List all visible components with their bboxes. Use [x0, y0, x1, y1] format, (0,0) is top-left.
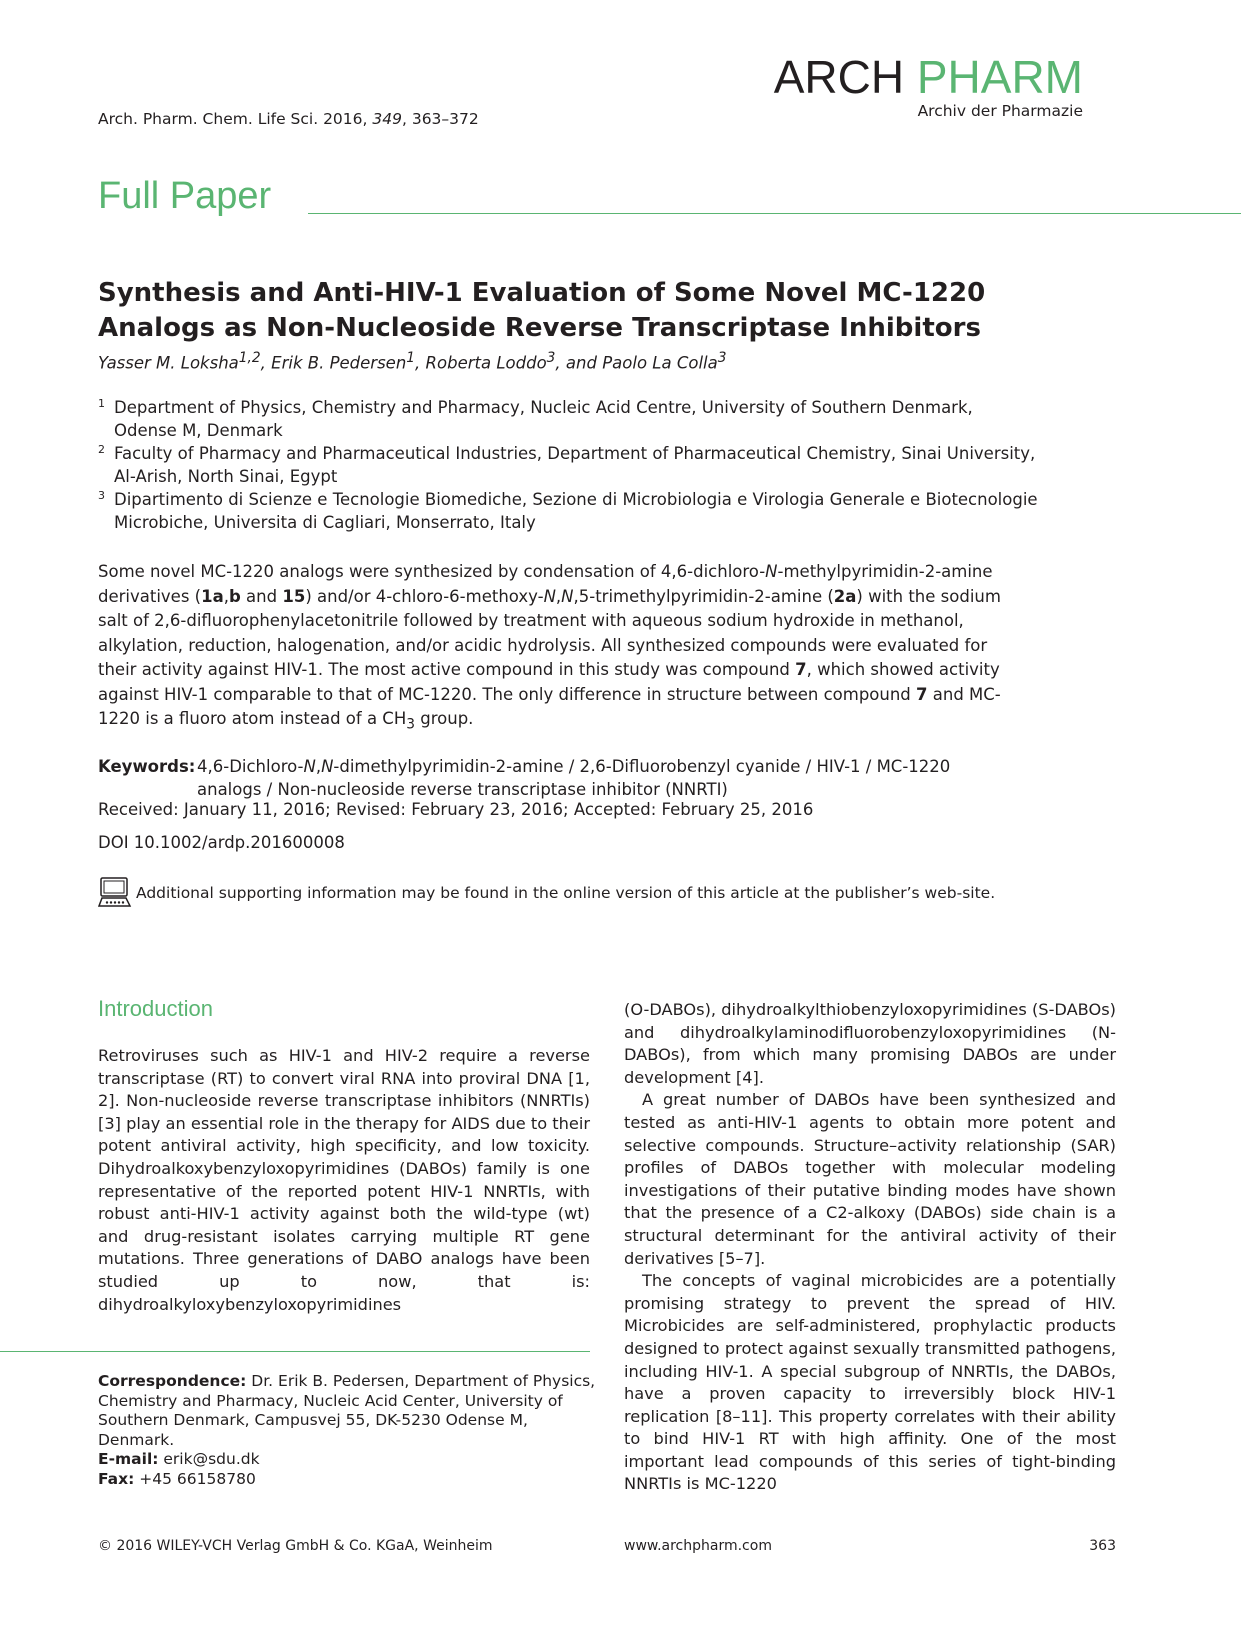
supporting-info [98, 876, 995, 910]
paragraph: (O-DABOs), dihydroalkylthiobenzyloxopyrimidines (S-DABOs) and dihydroalkylaminodifluorobenzyloxopyrimidines (N-DABOs), from which many promising DABOs are under development [4]. [624, 1000, 1116, 1087]
logo-subtitle: Archiv der Pharmazie [917, 102, 1083, 120]
author: Roberta Loddo [425, 353, 547, 373]
intro-column-right [624, 999, 1116, 1496]
journal-reference [98, 110, 479, 128]
paper-title [98, 276, 1078, 346]
journal-ref-text: Arch. Pharm. Chem. Life Sci. 2016, [98, 110, 373, 128]
author: Yasser M. Loksha [98, 353, 239, 373]
journal-pages: , 363–372 [401, 110, 479, 128]
logo-pharm: PHARM [916, 51, 1083, 103]
intro-column-left [98, 1045, 590, 1316]
logo-arch: ARCH [773, 51, 905, 103]
journal-volume: 349 [372, 110, 402, 128]
footer-url[interactable]: www.archpharm.com [624, 1538, 772, 1554]
title-line-2: Analogs as Non-Nucleoside Reverse Transcriptase Inhibitors [98, 313, 981, 343]
computer-icon [98, 876, 132, 910]
affiliation-item: 3 Dipartimento di Scienze e Tecnologie Biomediche, Sezione di Microbiologia e Virologia Generale e Biotecnologie Microbiche, Universita di Cagliari, Monserrato, Italy [98, 489, 1038, 532]
abstract: Some novel MC-1220 analogs were synthesized by condensation of 4,6-dichloro-N-methylpyrimidin-2-amine derivatives (1a,b and 15) and/or 4-chloro-6-methoxy-N,N,5-trimethylpyrimidin-2-amine (2a) with the sodium salt of 2,6-difluorophenylacetonitrile followed by treatment with aqueous sodium hydroxide in methanol, alkylation, reduction, halogenation, and/or acidic hydrolysis. All synthesized compounds were evaluated for their activity against HIV-1. The most active compound in this study was compound 7, which showed activity against HIV-1 comparable to that of MC-1220. The only difference in structure between compound 7 and MC-1220 is a fluoro atom instead of a $CH_3$ group. [98, 562, 1001, 733]
keywords [98, 755, 1013, 801]
footer-copyright: © 2016 WILEY-VCH Verlag GmbH & Co. KGaA, Weinheim [98, 1538, 493, 1554]
affiliations [98, 396, 1038, 534]
received-dates: Received: January 11, 2016; Revised: February 23, 2016; Accepted: February 25, 2016 [98, 800, 814, 819]
author-list: Yasser M. Loksha$^{1,2}$, Erik B. Pedersen$^1$, Roberta Loddo$^3$, and Paolo La Colla$^3$ [98, 350, 727, 373]
keywords-label: Keywords: [98, 757, 196, 776]
section-label: Full Paper [98, 175, 272, 217]
author-affil: 3 [546, 350, 556, 366]
correspondence-rule [0, 1351, 590, 1352]
author-affil: 1,2 [238, 350, 261, 366]
paragraph: The concepts of vaginal microbicides are a potentially promising strategy to prevent the spread of HIV. Microbicides are self-administered, prophylactic products designed to protect against sexually transmitted pathogens, including HIV-1. A special subgroup of NNRTIs, the DABOs, have a proven capacity to irreversibly block HIV-1 replication [8–11]. This property correlates with their ability to bind HIV-1 RT with high affinity. One of the most important lead compounds of this series of tight-binding NNRTIs is MC-1220 [624, 1271, 1116, 1494]
journal-logo [773, 51, 1083, 120]
author: Erik B. Pedersen [271, 353, 407, 373]
affiliation-item: 1 Department of Physics, Chemistry and Pharmacy, Nucleic Acid Centre, University of Southern Denmark, Odense M, Denmark [98, 397, 973, 440]
author-affil: 3 [717, 350, 727, 366]
section-rule [308, 213, 1241, 214]
paragraph: A great number of DABOs have been synthesized and tested as anti-HIV-1 agents to obtain more potent and selective compounds. Structure–activity relationship (SAR) profiles of DABOs together with molecular modeling investigations of their putative binding modes have shown that the presence of a C2-alkoxy (DABOs) side chain is a structural determinant for the antiviral activity of their derivatives [5–7]. [624, 1090, 1116, 1268]
email-link[interactable]: erik@sdu.dk [158, 1450, 260, 1468]
supporting-info-text: Additional supporting information may be found in the online version of this article at the publisher’s web-site. [136, 884, 996, 902]
affiliation-item: 2 Faculty of Pharmacy and Pharmaceutical Industries, Department of Pharmaceutical Chemistry, Sinai University, Al-Arish, North Sinai, Egypt [98, 443, 1036, 486]
keywords-text: 4,6-Dichloro-N,N-dimethylpyrimidin-2-amine / 2,6-Difluorobenzyl cyanide / HIV-1 / MC-1220 analogs / Non-nucleoside reverse transcriptase inhibitor (NNRTI) [197, 757, 951, 799]
author: Paolo La Colla [602, 353, 718, 373]
doi: DOI 10.1002/ardp.201600008 [98, 833, 345, 852]
title-line-1: Synthesis and Anti-HIV-1 Evaluation of Some Novel MC-1220 [98, 278, 986, 308]
author-affil: 1 [406, 350, 416, 366]
correspondence: Correspondence: Dr. Erik B. Pedersen, Department of Physics, Chemistry and Pharmacy, Nucleic Acid Center, University of Southern Denmark, Campusvej 55, DK-5230 Odense M, Denmark. E-mail: erik@sdu.dk Fax: +45 66158780 [98, 1372, 596, 1488]
page-number: 363 [1089, 1538, 1116, 1554]
introduction-heading: Introduction [98, 996, 213, 1021]
paragraph: Retroviruses such as HIV-1 and HIV-2 require a reverse transcriptase (RT) to convert viral RNA into proviral DNA [1, 2]. Non-nucleoside reverse transcriptase inhibitors (NNRTIs) [3] play an essential role in the therapy for AIDS due to their potent antiviral activity, high specificity, and low toxicity. Dihydroalkoxybenzyloxopyrimidines (DABOs) family is one representative of the reported potent HIV-1 NNRTIs, with robust anti-HIV-1 activity against both the wild-type (wt) and drug-resistant isolates carrying multiple RT gene mutations. Three generations of DABO analogs have been studied up to now, that is: dihydroalkyloxybenzyloxopyrimidines [98, 1046, 590, 1314]
